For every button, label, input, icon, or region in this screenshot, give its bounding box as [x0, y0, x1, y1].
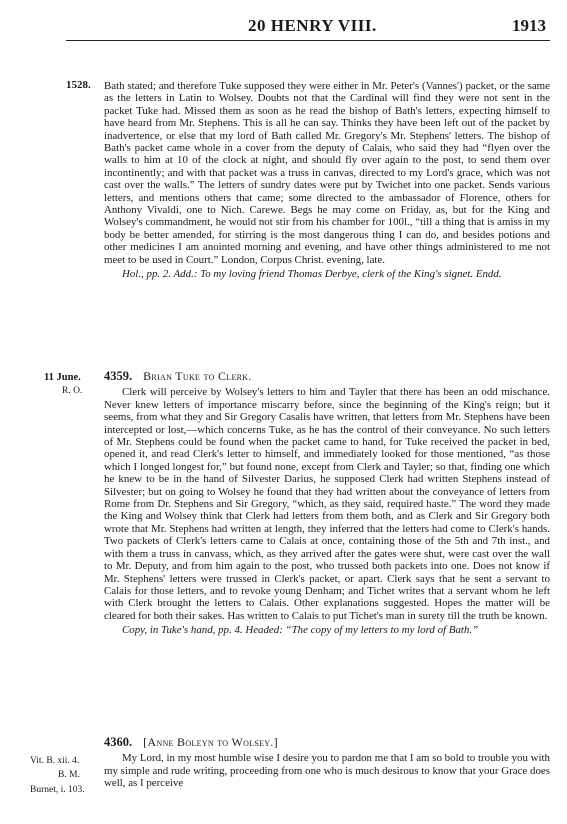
entry-4359-heading [104, 370, 550, 382]
margin-ref-4360-burnet: Burnet, i. 103. [30, 785, 85, 795]
watermark [66, 103, 86, 138]
entry-4360-body: My Lord, in my most humble wise I desire you to pardon me that I am so bold to trouble you with my simple and rude writing, proceeding from one who is much desirous to know that your Grace does well, as I perceive [104, 752, 550, 790]
entry-4359-title: Brian Tuke to Clerk. [143, 369, 252, 383]
continuation-block [104, 80, 550, 281]
margin-date-4359: 11 June. [44, 372, 81, 383]
margin-year: 1528. [66, 79, 91, 91]
margin-ref-4360-vit: Vit. B. xii. 4. [30, 756, 80, 766]
entry-4359-number: 4359. [104, 369, 133, 383]
entry-4360-title: [Anne Boleyn to Wolsey.] [143, 735, 278, 749]
entry-4359 [104, 370, 550, 637]
continuation-body: Bath stated; and therefore Tuke supposed they were either in Mr. Peter's (Vannes') packet, or the same as the letters in Latin to Wolsey. Doubts not that the Cardinal will find they were not sent in the packet Tuke had. Missed them as soon as he read the bishop of Bath's letters, expecting himself to have heard from Mr. Stephens. This is all he can say. Thinks they have been left out of the packet by inadvertence, or else that my lord of Bath called Mr. Gregory's Mr. Stephens' letters. The bishop of Bath's packet came whole in a cover from the deputy of Calais, who said they had “flyen over the walls to him at 10 of the clock at night, and should fly over again to the post, to send them over incontinently; and with that packet was a truss in canvas, directed to my Lord's grace, which was not cast over the walls.” The letters of sundry dates were put by Twichet into one packet. Sends various letters, and mentions others that came; some directed to the ambassador of Florence, others for Anthony Vivaldi, one to Nich. Carewe. Begs he may come on Friday, as, but for the King and Wolsey's commandment, he would not stir from his chamber for 100l., “till a thing that is amiss in my body be better amended, for stirring is the most dangerous thing I can do, and besides potions and other medicines I am anointed morning and evening, and have other things administered to me not meet to be used in Court.” London, Corpus Christ. evening, late. [104, 80, 550, 266]
entry-4359-body: Clerk will perceive by Wolsey's letters to him and Tayler that there has been an odd mischance. Never knew letters of importance miscarry before, since the beginning of the King's reign; but it seems, from what they and Sir Gregory Casalis have written, that letters from Mr. Stephens have been intercepted or lost,—which concerns Tuke, as he has the control of their conveyance. No such letters of Mr. Stephens could be found when the packet came to hand, for Tuke received the packet in bed, opened it, and read Clerk's letter to himself, and immediately looked for those mentioned, “as those which I longed longest for,” but found none, except from Clerk and Tayler; so that, finding one which he knew to be in the hand of Silvester Darius, he supposed Clerk had written Stephens instead of Silvester; but on going to Wolsey he found that they had written about the conveyance of letters from Rome from Dr. Stephens and Sir Gregory, “which, as they said, required haste.” The word they made the King and Wolsey think that Clerk had letters from them both, and as Clerk and Sir Gregory both wrote that Mr. Stephens had written at length, they inferred that the letters had come to Clerk's hands. Two packets of Clerk's letters came to Calais at once, containing those of the 5th and 7th inst., and with them a truss in canvass, which, as they arrived after the gates were shut, were cast over the wall to Mr. Deputy, and from him again to the post, who trussed both packets into one. Does not know if Mr. Stephens' letters were trussed in Clerk's packet, or apart. Clerk says that he sent a servant to Calais for those letters, and to revoke young Denham; and Tichet writes that a servant whom he left with Clerk brought the letters to Calais. Other explanations suggested. Hopes the matter will be cleared for both their sakes. Has written to Calais to put Tichet's man in surety till the truth be known. [104, 386, 550, 622]
page-number: 1913 [512, 16, 546, 35]
running-title: 20 HENRY VIII. [248, 16, 377, 35]
margin-ref-4360-bm: B. M. [58, 770, 80, 780]
margin-ref-4359: R. O. [62, 386, 83, 396]
entry-4360-heading [104, 736, 550, 748]
continuation-endnote: Hol., pp. 2. Add.: To my loving friend Thomas Derbye, clerk of the King's signet. Endd. [122, 268, 502, 281]
entry-4360 [104, 736, 550, 790]
entry-4360-number: 4360. [104, 735, 133, 749]
page-header [0, 0, 567, 44]
header-rule [66, 40, 550, 41]
entry-4359-endnote: Copy, in Tuke's hand, pp. 4. Headed: “The copy of my letters to my lord of Bath.” [122, 624, 479, 637]
